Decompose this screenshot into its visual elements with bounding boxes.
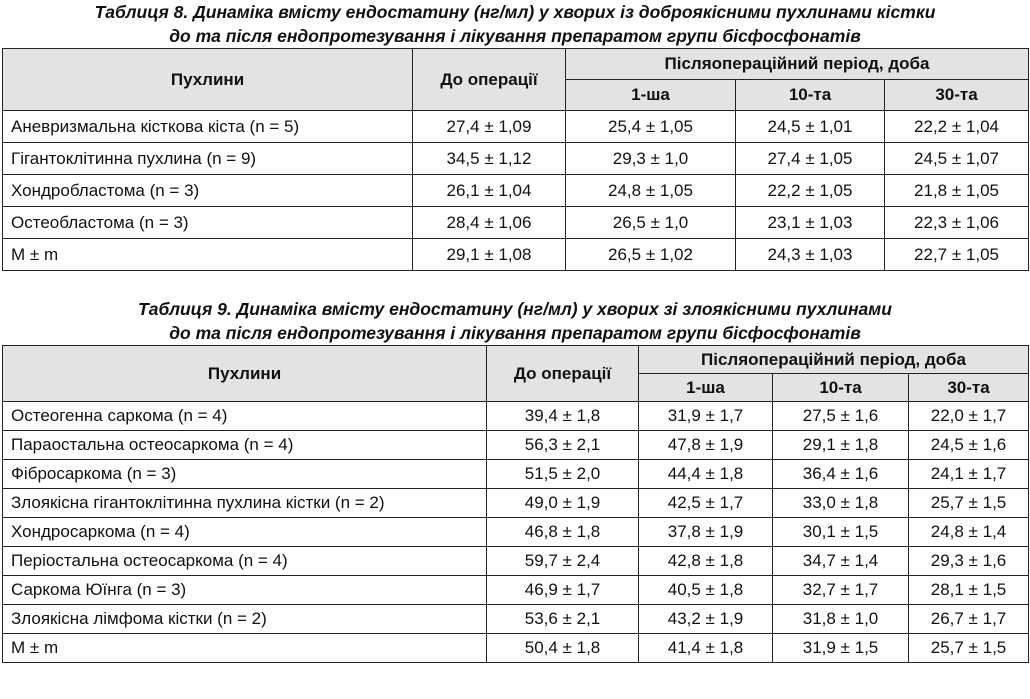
day-30-cell: 21,8 ± 1,05 — [885, 175, 1029, 207]
tumor-name-cell: Хондросаркома (n = 4) — [3, 518, 487, 547]
header-day-30: 30-та — [909, 374, 1029, 402]
day-10-cell: 24,3 ± 1,03 — [736, 239, 885, 271]
table8 — [2, 48, 1029, 271]
day-10-cell: 27,4 ± 1,05 — [736, 143, 885, 175]
header-day-30: 30-та — [885, 80, 1029, 111]
day-1-cell: 26,5 ± 1,0 — [566, 207, 736, 239]
table-row — [3, 460, 1029, 489]
day-1-cell: 25,4 ± 1,05 — [566, 111, 736, 143]
before-surgery-cell: 29,1 ± 1,08 — [413, 239, 566, 271]
table-row — [3, 175, 1029, 207]
table-row — [3, 143, 1029, 175]
before-surgery-cell: 46,8 ± 1,8 — [487, 518, 639, 547]
before-surgery-cell: 50,4 ± 1,8 — [487, 634, 639, 663]
header-day-1: 1-ша — [566, 80, 736, 111]
day-10-cell: 29,1 ± 1,8 — [773, 431, 909, 460]
before-surgery-cell: 26,1 ± 1,04 — [413, 175, 566, 207]
before-surgery-cell: 51,5 ± 2,0 — [487, 460, 639, 489]
header-tumor: Пухлини — [3, 49, 413, 111]
day-30-cell: 28,1 ± 1,5 — [909, 576, 1029, 605]
before-surgery-cell: 49,0 ± 1,9 — [487, 489, 639, 518]
tumor-name-cell: M ± m — [3, 239, 413, 271]
day-10-cell: 33,0 ± 1,8 — [773, 489, 909, 518]
tumor-name-cell: Аневризмальна кісткова кіста (n = 5) — [3, 111, 413, 143]
day-30-cell: 22,0 ± 1,7 — [909, 402, 1029, 431]
day-1-cell: 29,3 ± 1,0 — [566, 143, 736, 175]
day-30-cell: 29,3 ± 1,6 — [909, 547, 1029, 576]
day-10-cell: 22,2 ± 1,05 — [736, 175, 885, 207]
day-30-cell: 24,5 ± 1,6 — [909, 431, 1029, 460]
day-1-cell: 42,8 ± 1,8 — [639, 547, 773, 576]
tumor-name-cell: Фібросаркома (n = 3) — [3, 460, 487, 489]
before-surgery-cell: 28,4 ± 1,06 — [413, 207, 566, 239]
tumor-name-cell: Гігантоклітинна пухлина (n = 9) — [3, 143, 413, 175]
table8-caption-line1: Таблиця 8. Динаміка вмісту ендостатину (нг/мл) у хворих із доброякісними пухлинами кістки — [94, 2, 936, 22]
header-day-10: 10-та — [736, 80, 885, 111]
day-10-cell: 23,1 ± 1,03 — [736, 207, 885, 239]
before-surgery-cell: 27,4 ± 1,09 — [413, 111, 566, 143]
day-1-cell: 31,9 ± 1,7 — [639, 402, 773, 431]
day-1-cell: 44,4 ± 1,8 — [639, 460, 773, 489]
table-row — [3, 489, 1029, 518]
header-tumor: Пухлини — [3, 346, 487, 402]
tumor-name-cell: Періостальна остеосаркома (n = 4) — [3, 547, 487, 576]
header-before-surgery: До операції — [487, 346, 639, 402]
table-row — [3, 207, 1029, 239]
table8-header — [3, 49, 1029, 111]
table9-caption — [0, 297, 1030, 345]
day-30-cell: 25,7 ± 1,5 — [909, 634, 1029, 663]
table8-caption — [0, 0, 1030, 48]
before-surgery-cell: 34,5 ± 1,12 — [413, 143, 566, 175]
tumor-name-cell: Параостальна остеосаркома (n = 4) — [3, 431, 487, 460]
tumor-name-cell: Злоякісна лімфома кістки (n = 2) — [3, 605, 487, 634]
day-10-cell: 31,8 ± 1,0 — [773, 605, 909, 634]
table-row — [3, 634, 1029, 663]
table-row — [3, 239, 1029, 271]
table-row — [3, 111, 1029, 143]
tumor-name-cell: Злоякісна гігантоклітинна пухлина кістки (n = 2) — [3, 489, 487, 518]
day-10-cell: 36,4 ± 1,6 — [773, 460, 909, 489]
header-postop-period: Післяопераційний період, доба — [566, 49, 1029, 80]
table9 — [2, 345, 1029, 663]
day-10-cell: 31,9 ± 1,5 — [773, 634, 909, 663]
day-1-cell: 37,8 ± 1,9 — [639, 518, 773, 547]
before-surgery-cell: 39,4 ± 1,8 — [487, 402, 639, 431]
day-30-cell: 25,7 ± 1,5 — [909, 489, 1029, 518]
day-30-cell: 24,8 ± 1,4 — [909, 518, 1029, 547]
day-10-cell: 30,1 ± 1,5 — [773, 518, 909, 547]
before-surgery-cell: 53,6 ± 2,1 — [487, 605, 639, 634]
header-day-1: 1-ша — [639, 374, 773, 402]
header-postop-period: Післяопераційний період, доба — [639, 346, 1029, 374]
table8-caption-line2: до та після ендопротезування і лікування препаратом групи бісфосфонатів — [169, 26, 861, 46]
tumor-name-cell: Остеобластома (n = 3) — [3, 207, 413, 239]
day-10-cell: 27,5 ± 1,6 — [773, 402, 909, 431]
table9-caption-line2: до та після ендопротезування і лікування препаратом групи бісфосфонатів — [169, 323, 861, 343]
day-1-cell: 24,8 ± 1,05 — [566, 175, 736, 207]
table-row — [3, 431, 1029, 460]
tumor-name-cell: Саркома Юїнга (n = 3) — [3, 576, 487, 605]
day-1-cell: 40,5 ± 1,8 — [639, 576, 773, 605]
day-30-cell: 22,2 ± 1,04 — [885, 111, 1029, 143]
before-surgery-cell: 56,3 ± 2,1 — [487, 431, 639, 460]
day-10-cell: 24,5 ± 1,01 — [736, 111, 885, 143]
table-row — [3, 402, 1029, 431]
table8-body — [3, 111, 1029, 271]
tumor-name-cell: Остеогенна саркома (n = 4) — [3, 402, 487, 431]
day-30-cell: 24,1 ± 1,7 — [909, 460, 1029, 489]
header-day-10: 10-та — [773, 374, 909, 402]
day-30-cell: 22,3 ± 1,06 — [885, 207, 1029, 239]
day-30-cell: 24,5 ± 1,07 — [885, 143, 1029, 175]
before-surgery-cell: 59,7 ± 2,4 — [487, 547, 639, 576]
table9-body — [3, 402, 1029, 663]
before-surgery-cell: 46,9 ± 1,7 — [487, 576, 639, 605]
day-1-cell: 47,8 ± 1,9 — [639, 431, 773, 460]
day-30-cell: 22,7 ± 1,05 — [885, 239, 1029, 271]
day-30-cell: 26,7 ± 1,7 — [909, 605, 1029, 634]
day-10-cell: 32,7 ± 1,7 — [773, 576, 909, 605]
day-1-cell: 26,5 ± 1,02 — [566, 239, 736, 271]
day-10-cell: 34,7 ± 1,4 — [773, 547, 909, 576]
header-before-surgery: До операції — [413, 49, 566, 111]
table9-header — [3, 346, 1029, 402]
day-1-cell: 41,4 ± 1,8 — [639, 634, 773, 663]
day-1-cell: 43,2 ± 1,9 — [639, 605, 773, 634]
table-row — [3, 547, 1029, 576]
table-row — [3, 518, 1029, 547]
table9-caption-line1: Таблиця 9. Динаміка вмісту ендостатину (нг/мл) у хворих зі злоякісними пухлинами — [138, 299, 892, 319]
table-row — [3, 605, 1029, 634]
day-1-cell: 42,5 ± 1,7 — [639, 489, 773, 518]
tumor-name-cell: Хондробластома (n = 3) — [3, 175, 413, 207]
table-row — [3, 576, 1029, 605]
tumor-name-cell: M ± m — [3, 634, 487, 663]
